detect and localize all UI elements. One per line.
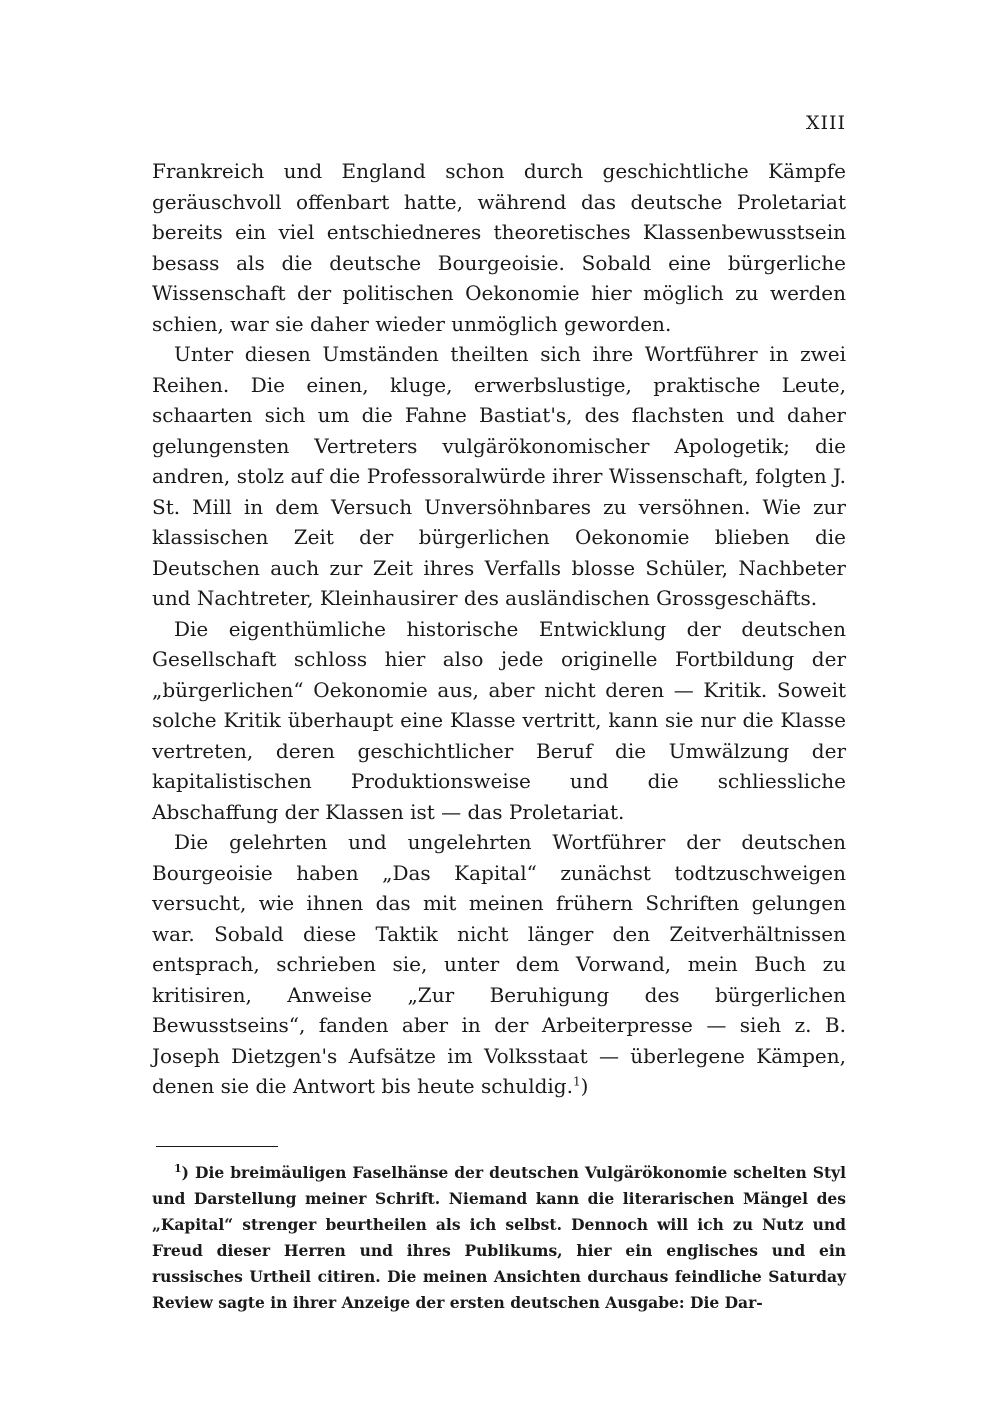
paragraph-1: Frankreich und England schon durch geschichtliche Kämpfe geräuschvoll offenbart hatte, während das deutsche Proletariat bereits ein viel entschiedneres theoretisches Klassenbewusstsein besass als die deutsche Bourgeoisie. Sobald eine bürgerliche Wissenschaft der politischen Oekonomie hier möglich zu werden schien, war sie daher wieder unmöglich geworden.	[152, 159, 846, 336]
footnote-marker-close: )	[181, 1163, 189, 1182]
footnote-reference-close: )	[580, 1074, 589, 1098]
paragraph-4-text: Die gelehrten und ungelehrten Wortführer der deutschen Bourgeoisie haben „Das Kapital“ zunächst todtzuschweigen versucht, wie ihnen das mit meinen frühern Schriften gelungen war. Sobald diese Taktik nicht länger den Zeitverhältnissen entsprach, schrieben sie, unter dem Vorwand, mein Buch zu kritisiren, Anweise „Zur Beruhigung des bürgerlichen Bewusstseins“, fanden aber in der Arbeiterpresse — sieh z. B. Joseph Dietzgen's Aufsätze im Volksstaat — überlegene Kämpen, denen sie die Antwort bis heute schuldig.	[152, 830, 846, 1098]
footnote-divider	[156, 1146, 278, 1147]
paragraph-3: Die eigenthümliche historische Entwicklung der deutschen Gesellschaft schloss hier also jede originelle Fortbildung der „bürgerlichen“ Oekonomie aus, aber nicht deren — Kritik. Soweit solche Kritik überhaupt eine Klasse vertritt, kann sie nur die Klasse vertreten, deren geschichtlicher Beruf die Umwälzung der kapitalistischen Produktionsweise und die schliessliche Abschaffung der Klassen ist — das Proletariat.	[152, 616, 846, 824]
footnote-reference[interactable]: 1	[572, 1074, 581, 1089]
page-number: XIII	[805, 112, 846, 134]
footnote-marker: 1	[174, 1161, 182, 1175]
footnote-text: Die breimäuligen Faselhänse der deutschen Vulgärökonomie schelten Styl und Darstellung meiner Schrift. Niemand kann die literarischen Mängel des „Kapital“ strenger beurtheilen als ich selbst. Dennoch will ich zu Nutz und Freud dieser Herren und ihres Publikums, hier ein englisches und ein russisches Urtheil citiren. Die meinen Ansichten durchaus feindliche Saturday Review sagte in ihrer Anzeige der ersten deutschen Ausgabe: Die Dar-	[152, 1163, 846, 1312]
paragraph-2: Unter diesen Umständen theilten sich ihre Wortführer in zwei Reihen. Die einen, kluge, erwerbslustige, praktische Leute, schaarten sich um die Fahne Bastiat's, des flachsten und daher gelungensten Vertreters vulgärökonomischer Apologetik; die andren, stolz auf die Professoralwürde ihrer Wissenschaft, folgten J. St. Mill in dem Versuch Unversöhnbares zu versöhnen. Wie zur klassischen Zeit der bürgerlichen Oekonomie blieben die Deutschen auch zur Zeit ihres Verfalls blosse Schüler, Nachbeter und Nachtreter, Kleinhausirer des ausländischen Grossgeschäfts.	[152, 342, 846, 610]
paragraph-4	[152, 827, 846, 1102]
footnote	[152, 1160, 846, 1316]
main-text	[152, 156, 846, 1102]
